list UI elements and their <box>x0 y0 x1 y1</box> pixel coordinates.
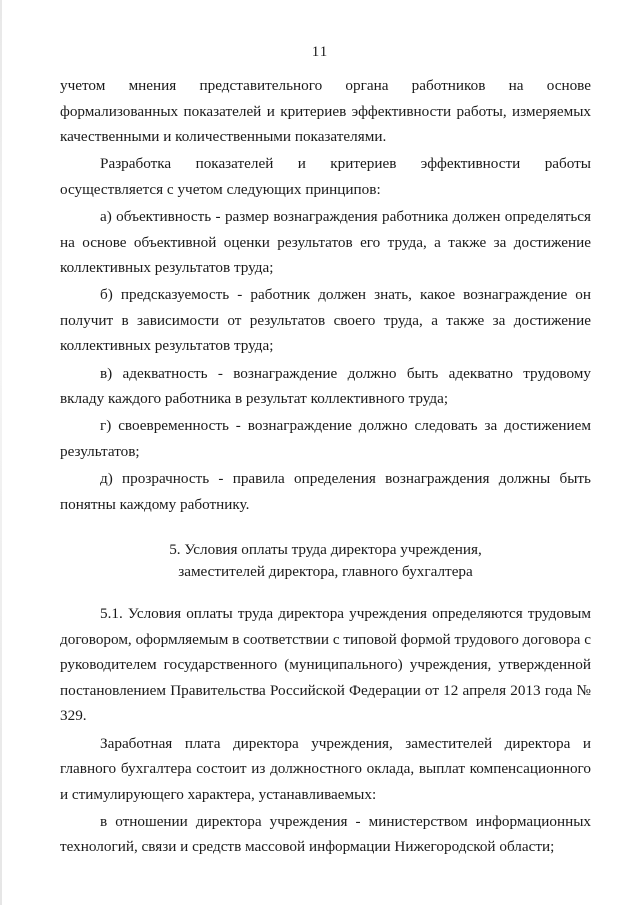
section-heading-line-2: заместителей директора, главного бухгалтера <box>178 563 473 581</box>
paragraph-5-1: 5.1. Условия оплаты труда директора учреждения определяются трудовым договором, оформляемым в соответствии с типовой формой трудового договора с руководителем государственного (муниципального) учреждения, утвержденной постановлением Правительства Российской Федерации от 12 апреля 2013 года № 329. <box>60 605 591 725</box>
list-item-transparency: д) прозрачность - правила определения вознаграждения должны быть понятны каждому работнику. <box>60 469 591 513</box>
scan-edge <box>0 0 2 905</box>
list-item-timeliness: г) своевременность - вознаграждение должно следовать за достижением результатов; <box>60 417 591 460</box>
page-number: 11 <box>311 44 329 60</box>
paragraph-continuation: учетом мнения представительного органа работников на основе формализованных показателей и критериев эффективности работы, измеряемых качественными и количественными показателями. <box>60 77 591 146</box>
paragraph-principles-intro: Разработка показателей и критериев эффективности работы осуществляется с учетом следующих принципов: <box>60 155 591 198</box>
section-heading-line-1: 5. Условия оплаты труда директора учреждения, <box>169 541 482 559</box>
section-heading <box>60 539 591 583</box>
list-item-adequacy: в) адекватность - вознаграждение должно быть адекватно трудовому вкладу каждого работника в результат коллективного труда; <box>60 364 591 408</box>
paragraph-salary-structure: Заработная плата директора учреждения, заместителей директора и главного бухгалтера состоит из должностного оклада, выплат компенсационного и стимулирующего характера, устанавливаемых: <box>60 734 591 803</box>
list-item-predictability: б) предсказуемость - работник должен знать, какое вознаграждение он получит в зависимости от результатов своего труда, а также за достижение коллективных результатов труда; <box>60 286 591 355</box>
document-body <box>60 73 591 862</box>
list-item-objectivity: а) объективность - размер вознаграждения работника должен определяться на основе объективной оценки результатов его труда, а также за достижение коллективных результатов труда; <box>60 207 591 277</box>
paragraph-director-ministry: в отношении директора учреждения - министерством информационных технологий, связи и средств массовой информации Нижегородской области; <box>60 812 591 856</box>
